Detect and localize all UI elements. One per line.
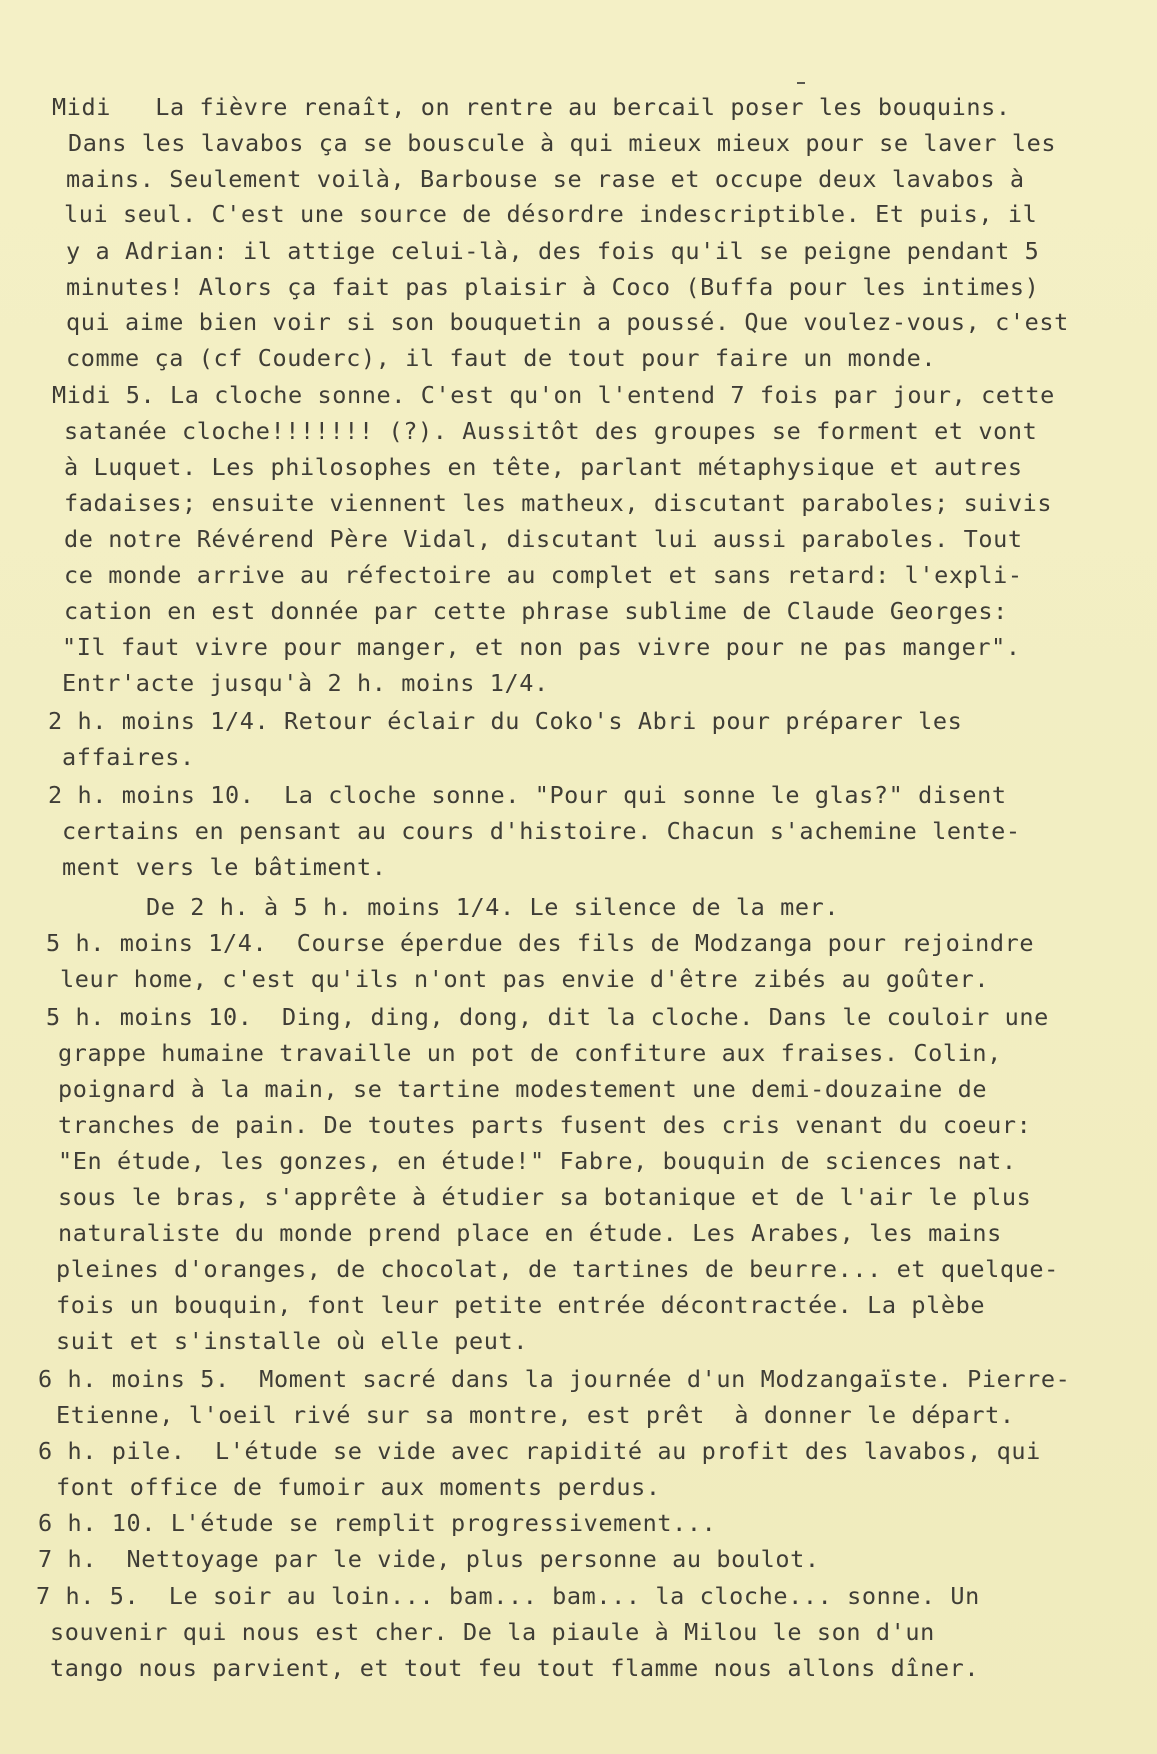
text-line: 5 h. moins 10. Ding, ding, dong, dit la cloche. Dans le couloir une xyxy=(46,1003,1049,1031)
text-line: cation en est donnée par cette phrase sublime de Claude Georges: xyxy=(64,597,1008,625)
text-line: tango nous parvient, et tout feu tout flamme nous allons dîner. xyxy=(50,1654,980,1682)
text-line: satanée cloche!!!!!!! (?). Aussitôt des groupes se forment et vont xyxy=(64,417,1038,445)
text-line: leur home, c'est qu'ils n'ont pas envie d'être zibés au goûter. xyxy=(60,965,990,993)
text-line: souvenir qui nous est cher. De la piaule à Milou le son d'un xyxy=(50,1618,935,1646)
text-line: De 2 h. à 5 h. moins 1/4. Le silence de la mer. xyxy=(146,893,840,921)
text-line: mains. Seulement voilà, Barbouse se rase et occupe deux lavabos à xyxy=(66,165,1025,193)
text-line: Midi 5. La cloche sonne. C'est qu'on l'entend 7 fois par jour, cette xyxy=(52,381,1055,409)
text-line: 2 h. moins 1/4. Retour éclair du Coko's Abri pour préparer les xyxy=(48,707,963,735)
text-line: qui aime bien voir si son bouquetin a poussé. Que voulez-vous, c'est xyxy=(66,308,1069,336)
text-line: sous le bras, s'apprête à étudier sa botanique et de l'air le plus xyxy=(58,1183,1032,1211)
text-line: Midi La fièvre renaît, on rentre au bercail poser les bouquins. xyxy=(52,93,1011,121)
text-line: "Il faut vivre pour manger, et non pas vivre pour ne pas manger". xyxy=(62,633,1021,661)
text-line: tranches de pain. De toutes parts fusent des cris venant du coeur: xyxy=(58,1111,1032,1139)
text-line: Etienne, l'oeil rivé sur sa montre, est prêt à donner le départ. xyxy=(56,1401,1015,1429)
text-line: certains en pensant au cours d'histoire. Chacun s'achemine lente- xyxy=(62,817,1021,845)
text-line: naturaliste du monde prend place en étude. Les Arabes, les mains xyxy=(58,1219,1002,1247)
text-line: 6 h. moins 5. Moment sacré dans la journée d'un Modzangaïste. Pierre- xyxy=(38,1365,1071,1393)
text-line: pleines d'oranges, de chocolat, de tartines de beurre... et quelque- xyxy=(56,1255,1059,1283)
text-line: "En étude, les gonzes, en étude!" Fabre, bouquin de sciences nat. xyxy=(58,1147,1017,1175)
text-line: font office de fumoir aux moments perdus. xyxy=(56,1473,661,1501)
text-line: fadaises; ensuite viennent les matheux, discutant paraboles; suivis xyxy=(64,489,1053,517)
text-line: lui seul. C'est une source de désordre indescriptible. Et puis, il xyxy=(64,200,1038,228)
text-line: poignard à la main, se tartine modestement une demi-douzaine de xyxy=(58,1075,988,1103)
text-line: ment vers le bâtiment. xyxy=(62,853,387,881)
text-line: 5 h. moins 1/4. Course éperdue des fils de Modzanga pour rejoindre xyxy=(46,929,1035,957)
text-line: 2 h. moins 10. La cloche sonne. "Pour qui sonne le glas?" disent xyxy=(48,781,1007,809)
text-line: ce monde arrive au réfectoire au complet et sans retard: l'expli- xyxy=(64,561,1023,589)
text-line: fois un bouquin, font leur petite entrée décontractée. La plèbe xyxy=(56,1291,986,1319)
text-line: comme ça (cf Couderc), il faut de tout pour faire un monde. xyxy=(66,344,937,372)
text-line: de notre Révérend Père Vidal, discutant lui aussi paraboles. Tout xyxy=(64,525,1023,553)
text-line: 7 h. Nettoyage par le vide, plus personne au boulot. xyxy=(38,1545,820,1573)
text-line: y a Adrian: il attige celui-là, des fois qu'il se peigne pendant 5 xyxy=(66,237,1040,265)
text-line: suit et s'installe où elle peut. xyxy=(56,1327,528,1355)
text-line: minutes! Alors ça fait pas plaisir à Coco (Buffa pour les intimes) xyxy=(66,273,1040,301)
text-line: 7 h. 5. Le soir au loin... bam... bam... la cloche... sonne. Un xyxy=(36,1582,980,1610)
text-line: à Luquet. Les philosophes en tête, parlant métaphysique et autres xyxy=(64,453,1023,481)
text-line: Entr'acte jusqu'à 2 h. moins 1/4. xyxy=(62,669,549,697)
text-line: Dans les lavabos ça se bouscule à qui mieux mieux pour se laver les xyxy=(68,129,1057,157)
text-line: grappe humaine travaille un pot de confiture aux fraises. Colin, xyxy=(58,1039,1002,1067)
text-line: 6 h. pile. L'étude se vide avec rapidité au profit des lavabos, qui xyxy=(38,1437,1041,1465)
text-line: affaires. xyxy=(62,743,195,771)
text-line: 6 h. 10. L'étude se remplit progressivement... xyxy=(38,1509,717,1537)
